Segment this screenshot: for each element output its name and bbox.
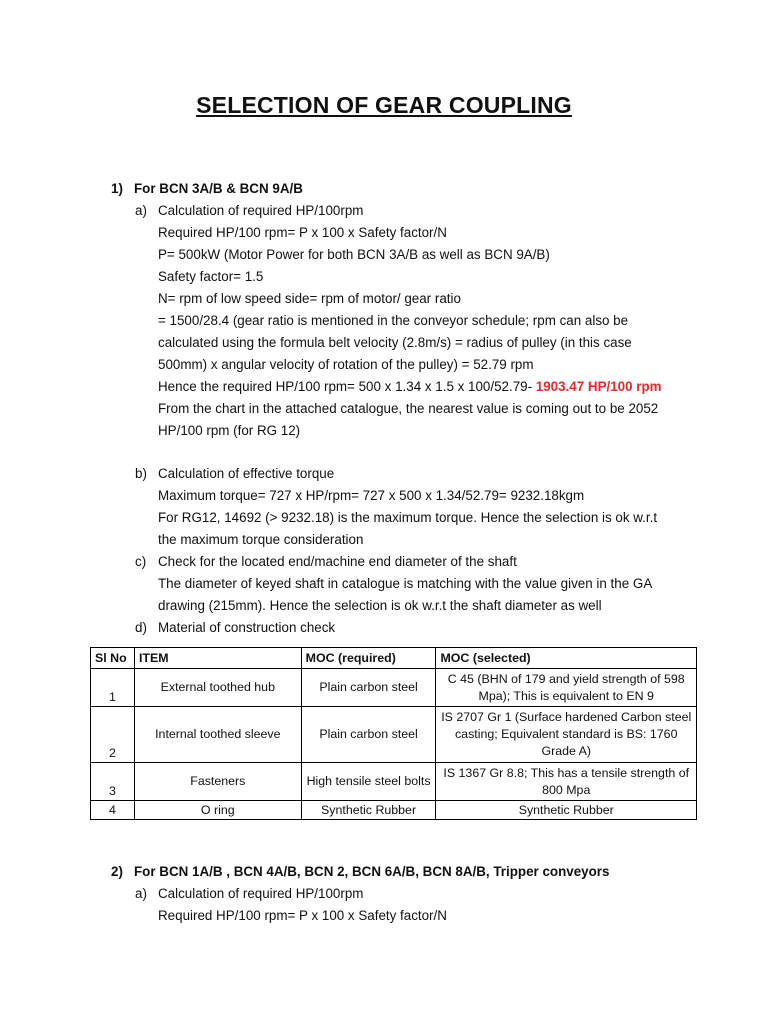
text-line: = 1500/28.4 (gear ratio is mentioned in the conveyor schedule; rpm can also be [158, 313, 629, 328]
item-c-label: c) [135, 554, 147, 569]
item-b-label: b) [135, 466, 147, 481]
cell-sl: 3 [91, 763, 135, 801]
hence-prefix: Hence the required HP/100 rpm= 500 x 1.34 x 1.5 x 100/52.79- [158, 379, 536, 394]
text-line: the maximum torque consideration [158, 532, 364, 547]
text-line: From the chart in the attached catalogue, the nearest value is coming out to be 2052 [158, 401, 659, 416]
hence-line [158, 378, 662, 396]
text-line: N= rpm of low speed side= rpm of motor/ gear ratio [158, 291, 461, 306]
section-2-heading: For BCN 1A/B , BCN 4A/B, BCN 2, BCN 6A/B, BCN 8A/B, Tripper conveyors [134, 864, 610, 879]
text-line: HP/100 rpm (for RG 12) [158, 423, 301, 438]
cell-sl: 4 [91, 801, 135, 820]
cell-moc-selected: Synthetic Rubber [436, 801, 697, 820]
item-c-title: Check for the located end/machine end diameter of the shaft [158, 554, 517, 569]
text-line: 500mm) x angular velocity of rotation of the pulley) = 52.79 rpm [158, 357, 534, 372]
page-title: SELECTION OF GEAR COUPLING [196, 92, 572, 118]
cell-sl: 2 [91, 707, 135, 763]
cell-moc-required: Plain carbon steel [301, 669, 436, 707]
text-line: For RG12, 14692 (> 9232.18) is the maximum torque. Hence the selection is ok w.r.t [158, 510, 658, 525]
cell-moc-required: High tensile steel bolts [301, 763, 436, 801]
item-a-label: a) [135, 203, 147, 218]
section-1-number: 1) [111, 181, 123, 196]
cell-item: External toothed hub [134, 669, 301, 707]
table-header-row [91, 648, 697, 669]
cell-moc-required: Synthetic Rubber [301, 801, 436, 820]
item-a-title: Calculation of required HP/100rpm [158, 886, 364, 901]
text-line: Required HP/100 rpm= P x 100 x Safety factor/N [158, 225, 447, 240]
text-line: drawing (215mm). Hence the selection is ok w.r.t the shaft diameter as well [158, 598, 602, 613]
text-line: The diameter of keyed shaft in catalogue is matching with the value given in the GA [158, 576, 653, 591]
text-line: Maximum torque= 727 x HP/rpm= 727 x 500 x 1.34/52.79= 9232.18kgm [158, 488, 585, 503]
section-2-number: 2) [111, 864, 123, 879]
cell-moc-required: Plain carbon steel [301, 707, 436, 763]
text-line: calculated using the formula belt velocity (2.8m/s) = radius of pulley (in this case [158, 335, 632, 350]
table-row [91, 707, 697, 763]
text-line: P= 500kW (Motor Power for both BCN 3A/B as well as BCN 9A/B) [158, 247, 550, 262]
cell-moc-selected: IS 2707 Gr 1 (Surface hardened Carbon steel casting; Equivalent standard is BS: 1760 Grade A) [436, 707, 697, 763]
hence-result: 1903.47 HP/100 rpm [535, 379, 662, 394]
item-d-title: Material of construction check [158, 620, 336, 635]
cell-moc-selected: C 45 (BHN of 179 and yield strength of 598 Mpa); This is equivalent to EN 9 [436, 669, 697, 707]
text-line: Safety factor= 1.5 [158, 269, 264, 284]
item-a-title: Calculation of required HP/100rpm [158, 203, 364, 218]
item-a-label: a) [135, 886, 147, 901]
col-header-sl: Sl No [91, 648, 135, 669]
cell-moc-selected: IS 1367 Gr 8.8; This has a tensile strength of 800 Mpa [436, 763, 697, 801]
text-line: Required HP/100 rpm= P x 100 x Safety factor/N [158, 908, 447, 923]
table-row [91, 763, 697, 801]
table-row [91, 801, 697, 820]
cell-sl: 1 [91, 669, 135, 707]
item-b-title: Calculation of effective torque [158, 466, 335, 481]
col-header-moc-required: MOC (required) [301, 648, 436, 669]
moc-table [90, 647, 697, 820]
cell-item: Fasteners [134, 763, 301, 801]
section-1-heading: For BCN 3A/B & BCN 9A/B [134, 181, 303, 196]
col-header-item: ITEM [134, 648, 301, 669]
col-header-moc-selected: MOC (selected) [436, 648, 697, 669]
item-d-label: d) [135, 620, 147, 635]
cell-item: O ring [134, 801, 301, 820]
table-row [91, 669, 697, 707]
cell-item: Internal toothed sleeve [134, 707, 301, 763]
